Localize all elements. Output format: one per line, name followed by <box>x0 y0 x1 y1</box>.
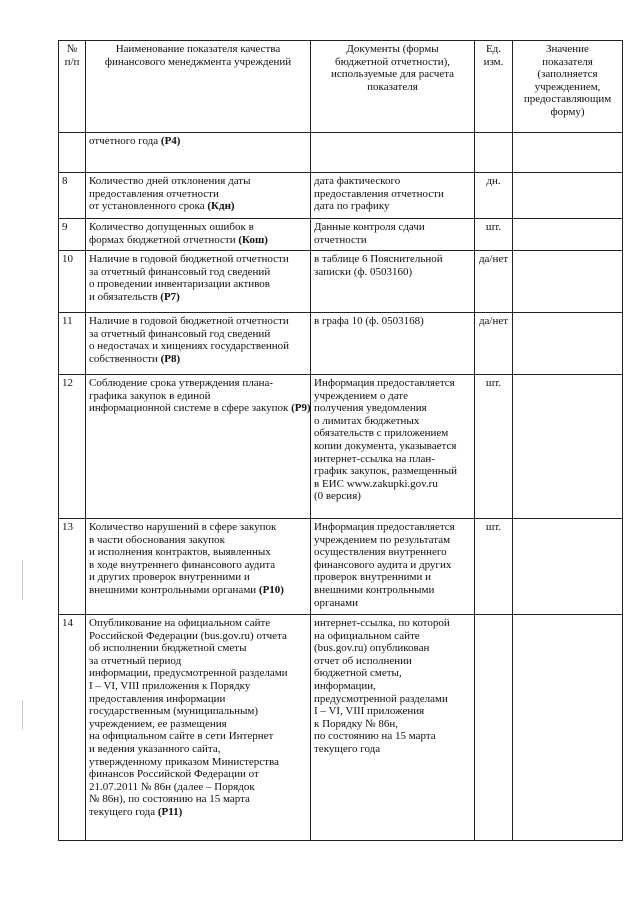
source-documents <box>311 375 475 519</box>
indicator-name-line: и других проверок внутренними и <box>89 571 250 584</box>
indicator-name-line: в части обоснования закупок <box>89 533 225 546</box>
indicator-name-line: за отчетный финансовый год сведений <box>89 265 271 278</box>
header-docs: Документы (формы бюджетной отчетности), используемые для расчета показателя <box>311 41 475 133</box>
source-documents-line: дата фактического <box>314 175 401 187</box>
source-documents-line: Информация предоставляется <box>314 521 455 533</box>
indicator-code: (Кдн) <box>207 200 235 213</box>
header-unit: Ед. изм. <box>475 41 513 133</box>
source-documents-line: отчет об исполнении <box>314 654 412 667</box>
indicator-name <box>86 133 311 173</box>
indicator-name-line: финансов Российской Федерации от <box>89 768 259 781</box>
indicator-name <box>86 173 311 219</box>
source-documents-line: осуществления внутреннего <box>314 546 447 559</box>
source-documents-line: получения уведомления <box>314 402 427 415</box>
source-documents-line: информации, <box>314 679 376 692</box>
indicator-code: (Р11) <box>157 805 183 818</box>
indicator-name-line: формах бюджетной отчетности (Кош) <box>89 233 268 246</box>
unit-of-measure: да/нет <box>475 313 513 375</box>
source-documents-line: (0 версия) <box>314 490 361 503</box>
row-number: 10 <box>59 251 86 313</box>
source-documents-line: Данные контроля сдачи <box>314 221 425 233</box>
source-documents-line: текущего года <box>314 742 381 755</box>
source-documents-line: обязательств с приложением <box>314 427 449 440</box>
indicator-name-line: и ведения указанного сайта, <box>89 742 221 755</box>
source-documents-line: о лимитах бюджетных <box>314 414 420 427</box>
table-row <box>59 133 623 173</box>
source-documents-line: копии документа, указывается <box>314 439 457 452</box>
indicator-code: (Р7) <box>160 290 180 303</box>
indicator-name-line: Количество дней отклонения даты <box>89 175 251 187</box>
source-documents-line: предоставления отчетности <box>314 187 444 200</box>
indicator-name-line: и обязательств (Р7) <box>89 290 180 303</box>
source-documents <box>311 219 475 251</box>
indicator-name-line: 21.07.2011 № 86н (далее – Порядок <box>89 780 255 793</box>
table-row <box>59 313 623 375</box>
indicator-name-line: за отчетный финансовый год сведений <box>89 327 271 340</box>
indicator-name-line: I – VI, VIII приложения к Порядку <box>89 679 251 692</box>
indicator-value-cell[interactable] <box>513 375 623 519</box>
source-documents-line: финансового аудита и других <box>314 558 452 571</box>
unit-of-measure: дн. <box>475 173 513 219</box>
source-documents <box>311 615 475 841</box>
indicator-name-line: государственным (муниципальным) <box>89 705 259 718</box>
source-documents-line: Информация предоставляется <box>314 377 455 389</box>
indicator-name-line: Соблюдение срока утверждения плана- <box>89 377 274 389</box>
indicator-name-line: утвержденному приказом Министерства <box>89 755 279 768</box>
source-documents-line: интернет-ссылка на план- <box>314 452 435 465</box>
indicator-code: (Р10) <box>258 583 284 596</box>
indicator-name-line: графика закупок в единой <box>89 389 211 402</box>
indicator-name-line: текущего года (Р11) <box>89 805 183 818</box>
indicator-name-line: от установленного срока (Кдн) <box>89 200 235 213</box>
row-number: 13 <box>59 519 86 615</box>
row-number: 11 <box>59 313 86 375</box>
indicator-value-cell[interactable] <box>513 219 623 251</box>
indicator-name <box>86 519 311 615</box>
indicator-name-line: за отчетный период <box>89 654 182 667</box>
table-header-row <box>59 41 623 133</box>
indicator-name-line: № 86н), по состоянию на 15 марта <box>89 793 250 806</box>
indicator-value-cell[interactable] <box>513 251 623 313</box>
indicator-name-line: Наличие в годовой бюджетной отчетности <box>89 253 289 265</box>
source-documents-line: бюджетной сметы, <box>314 667 402 680</box>
row-number: 12 <box>59 375 86 519</box>
table-body <box>59 133 623 841</box>
source-documents-line: учреждением о дате <box>314 389 408 402</box>
unit-of-measure: шт. <box>475 375 513 519</box>
scan-margin-mark <box>22 700 23 730</box>
table-row <box>59 615 623 841</box>
indicator-name <box>86 375 311 519</box>
indicator-value-cell[interactable] <box>513 519 623 615</box>
indicator-name <box>86 313 311 375</box>
indicator-name-line: собственности (Р8) <box>89 352 181 365</box>
source-documents-line: (bus.gov.ru) опубликован <box>314 642 430 655</box>
source-documents <box>311 173 475 219</box>
indicator-name-line: учреждением, ее размещения <box>89 717 227 730</box>
indicator-name <box>86 251 311 313</box>
source-documents-line: записки (ф. 0503160) <box>314 265 413 278</box>
source-documents <box>311 313 475 375</box>
indicator-name-line: внешними контрольными органами (Р10) <box>89 583 284 596</box>
source-documents-line: внешними контрольными <box>314 583 435 596</box>
indicator-code: (Р4) <box>160 135 181 147</box>
header-value: Значение показателя (заполняется учреждением, предоставляющим форму) <box>513 41 623 133</box>
indicator-name-line: Количество допущенных ошибок в <box>89 221 254 233</box>
indicator-value-cell[interactable] <box>513 615 623 841</box>
indicator-code: (Р9) <box>291 402 311 415</box>
indicator-name-line: о недостачах и хищениях государственной <box>89 340 290 353</box>
table-row <box>59 251 623 313</box>
source-documents <box>311 519 475 615</box>
scan-margin-mark <box>22 560 23 600</box>
header-name: Наименование показателя качества финансового менеджмента учреждений <box>86 41 311 133</box>
source-documents <box>311 251 475 313</box>
source-documents-line: I – VI, VIII приложения <box>314 705 425 718</box>
source-documents-line: к Порядку № 86н, <box>314 717 399 730</box>
indicator-name-line: Количество нарушений в сфере закупок <box>89 521 277 533</box>
source-documents-line: проверок внутренними и <box>314 571 432 584</box>
source-documents-line: дата по графику <box>314 200 390 213</box>
indicator-name-line: Наличие в годовой бюджетной отчетности <box>89 315 289 327</box>
row-number: 9 <box>59 219 86 251</box>
unit-of-measure <box>475 133 513 173</box>
indicator-name-line: о проведении инвентаризации активов <box>89 278 271 291</box>
row-number: 8 <box>59 173 86 219</box>
indicator-name-line: отчетного года (Р4) <box>89 135 181 147</box>
indicator-name-line: и исполнения контрактов, выявленных <box>89 546 271 559</box>
indicator-name-line: информационной системе в сфере закупок (Р9) <box>89 402 311 415</box>
indicator-code: (Кош) <box>238 233 268 246</box>
indicator-name-line: Российской Федерации (bus.gov.ru) отчета <box>89 629 287 642</box>
indicator-name-line: об исполнении бюджетной сметы <box>89 642 247 655</box>
row-number: 14 <box>59 615 86 841</box>
indicator-name-line: Опубликование на официальном сайте <box>89 617 271 629</box>
source-documents-line: учреждением по результатам <box>314 533 451 546</box>
indicator-value-cell[interactable] <box>513 133 623 173</box>
source-documents-line: по состоянию на 15 марта <box>314 730 436 743</box>
indicator-name-line: в ходе внутреннего финансового аудита <box>89 558 276 571</box>
indicator-name-line: предоставления отчетности <box>89 187 219 200</box>
indicator-value-cell[interactable] <box>513 313 623 375</box>
unit-of-measure: да/нет <box>475 251 513 313</box>
indicator-name-line: предоставления информации <box>89 692 226 705</box>
header-num: № п/п <box>59 41 86 133</box>
indicator-name <box>86 615 311 841</box>
source-documents-line: на официальном сайте <box>314 629 420 642</box>
indicators-table <box>58 40 623 841</box>
source-documents-line: предусмотренной разделами <box>314 692 448 705</box>
unit-of-measure: шт. <box>475 219 513 251</box>
table-row <box>59 375 623 519</box>
table-row <box>59 219 623 251</box>
row-number <box>59 133 86 173</box>
indicator-value-cell[interactable] <box>513 173 623 219</box>
source-documents-line: органами <box>314 596 359 609</box>
indicator-name-line: на официальном сайте в сети Интернет <box>89 730 274 743</box>
table-row <box>59 519 623 615</box>
source-documents-line: отчетности <box>314 233 367 246</box>
indicator-name <box>86 219 311 251</box>
source-documents-line: интернет-ссылка, по которой <box>314 617 450 629</box>
unit-of-measure <box>475 615 513 841</box>
source-documents <box>311 133 475 173</box>
indicator-name-line: информации, предусмотренной разделами <box>89 667 288 680</box>
source-documents-line: в графа 10 (ф. 0503168) <box>314 315 424 327</box>
unit-of-measure: шт. <box>475 519 513 615</box>
table-row <box>59 173 623 219</box>
indicator-code: (Р8) <box>160 352 181 365</box>
source-documents-line: в таблице 6 Пояснительной <box>314 253 443 265</box>
source-documents-line: график закупок, размещенный <box>314 465 457 478</box>
source-documents-line: в ЕИС www.zakupki.gov.ru <box>314 477 438 490</box>
